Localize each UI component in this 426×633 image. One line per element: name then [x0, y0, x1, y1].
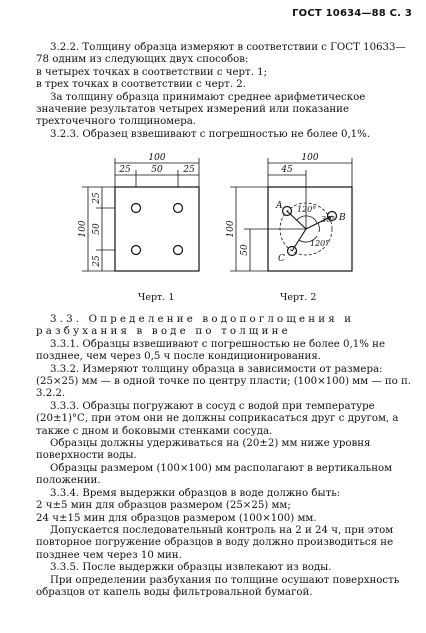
paragraph: Образцы должны удерживаться на (20±2) мм ниже уровня поверхности воды. [36, 438, 371, 462]
paragraph: 2 ч±5 мин для образцов размером (25×25) мм; [36, 500, 291, 512]
fig2-angle-label: 120° [310, 239, 330, 248]
fig1-dim-25: 25 [119, 165, 131, 175]
fig2-dim-50-vertical: 50 [240, 244, 250, 256]
fig2-point-a: A [276, 201, 283, 211]
section-title: 3.3. Определение водопоглощения и разбухания в воде по толщине [36, 314, 355, 338]
paragraph: 3.3.3. Образцы погружают в сосуд с водой при температуре (20±1)°С, при этом они не должны соприкасаться друг с другом, а также с дном и боковыми стенками сосуда. [36, 400, 399, 437]
paragraph: в трех точках в соответствии с черт. 2. [36, 79, 247, 91]
fig1-dim-25-vertical: 25 [92, 255, 102, 267]
fig2-point-b: B [339, 213, 346, 223]
paragraph: 3.3.5. После выдержки образцы извлекают из воды. [50, 562, 332, 574]
paragraph: 3.2.2. Толщину образца измеряют в соответствии с ГОСТ 10633—78 одним из следующих двух способов: [36, 42, 406, 66]
fig1-dim-50-vertical: 50 [92, 223, 102, 235]
paragraph: 3.2.3. Образец взвешивают с погрешностью не более 0,1%. [50, 128, 371, 140]
paragraph: в четырех точках в соответствии с черт. 1; [36, 66, 268, 78]
paragraph: 24 ч±15 мин для образцов размером (100×100) мм. [36, 512, 317, 524]
paragraph: Образцы размером (100×100) мм располагают в вертикальном положении. [36, 462, 393, 487]
fig2-angle-label: 120° [297, 205, 317, 214]
paragraph: Допускается последовательный контроль на 2 и 24 ч, при этом повторное погружение образцов в воду должно производиться не позднее чем через 10 мин. [36, 524, 394, 561]
paragraph: При определении разбухания по толщине осушают поверхность образцов от капель воды фильтровальной бумагой. [36, 574, 400, 598]
fig1-dim-100: 100 [148, 153, 166, 163]
figure-2-caption: Черт. 2 [280, 292, 317, 303]
paragraph: 3.3.1. Образцы взвешивают с погрешностью не более 0,1% не позднее, чем через 0,5 ч после кондиционирования. [36, 338, 385, 363]
fig1-dim-100-vertical: 100 [78, 220, 88, 238]
page-header: ГОСТ 10634—88 С. 3 [292, 8, 412, 19]
fig2-dim-45: 45 [281, 165, 293, 175]
paragraph: За толщину образца принимают среднее арифметическое значение результатов четырех измерений или показание трехточечного толщиномера. [36, 91, 366, 128]
paragraph: 3.3.2. Измеряют толщину образца в зависимости от размера: (25×25) мм — в одной точке по центру пласти; (100×100) мм — по п. 3.2.2. [36, 363, 412, 400]
fig2-dim-100: 100 [301, 153, 319, 163]
fig2-point-c: C [278, 254, 285, 264]
fig1-dim-25: 25 [183, 165, 195, 175]
fig1-dim-25-vertical: 25 [92, 192, 102, 204]
figure-1-caption: Черт. 1 [138, 292, 175, 303]
paragraph: 3.3.4. Время выдержки образцов в воде должно быть: [50, 487, 341, 499]
fig2-angle-label: 30° [321, 215, 336, 224]
fig1-dim-50: 50 [151, 165, 163, 175]
fig2-dim-100-vertical: 100 [226, 220, 236, 238]
fig1-square [115, 187, 199, 271]
bottom-text [36, 314, 412, 599]
